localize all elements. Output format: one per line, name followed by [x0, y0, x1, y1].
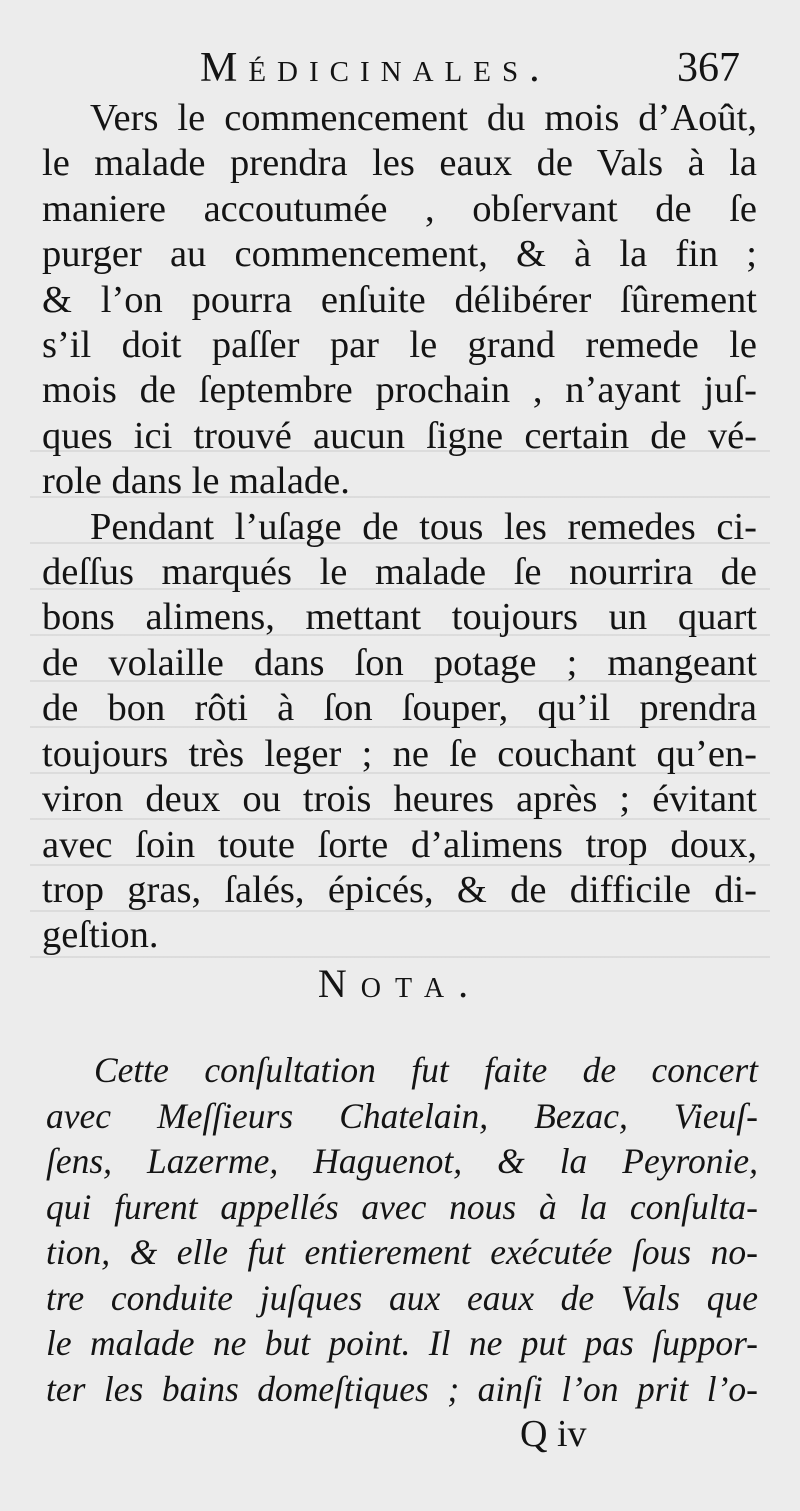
note-line: ſens, Lazerme, Haguenot, & la Peyronie,: [46, 1141, 758, 1181]
note-text-block: [46, 1048, 758, 1412]
signature-mark: Q iv: [520, 1413, 587, 1455]
text-line: s’il doit paſſer par le grand remede le: [42, 324, 757, 367]
text-line: le malade prendra les eaux de Vals à la: [42, 142, 757, 185]
text-line: de volaille dans ſon potage ; mangeant: [42, 641, 757, 684]
note-line: Cette conſultation fut faite de concert: [94, 1050, 758, 1090]
running-head: [200, 44, 740, 96]
text-line: maniere accoutumée , obſervant de ſe: [42, 187, 757, 230]
note-line: tre conduite juſques aux eaux de Vals que: [46, 1277, 758, 1318]
main-text-block: [42, 96, 757, 959]
note-heading: Nota.: [317, 961, 483, 1006]
text-line: viron deux ou trois heures après ; évitant: [42, 778, 757, 821]
running-title: Médicinales.: [200, 45, 551, 91]
note-line: tion, & elle fut entierement exécutée ſous no-: [46, 1232, 758, 1272]
text-line: Pendant l’uſage de tous les remedes ci-: [90, 505, 757, 548]
note-line: ter les bains domeſtiques ; ainſi l’on prit l’o-: [46, 1368, 758, 1409]
text-line: & l’on pourra enſuite délibérer ſûrement: [42, 278, 757, 321]
note-line: qui furent appellés avec nous à la conſulta-: [46, 1186, 758, 1227]
text-line: de bon rôti à ſon ſouper, qu’il prendra: [42, 687, 757, 730]
text-line: trop gras, ſalés, épicés, & de difficile di-: [42, 868, 757, 911]
text-line: bons alimens, mettant toujours un quart: [42, 596, 757, 639]
text-line: mois de ſeptembre prochain , n’ayant juſ-: [42, 369, 757, 412]
text-line: Vers le commencement du mois d’Août,: [90, 97, 757, 139]
note-line: le malade ne but point. Il ne put pas ſuppor-: [46, 1323, 758, 1363]
text-line: geſtion.: [42, 914, 159, 957]
text-line: ques ici trouvé aucun ſigne certain de vé-: [42, 414, 757, 457]
note-line: avec Meſſieurs Chatelain, Bezac, Vieuſ-: [46, 1095, 758, 1136]
text-line: toujours très leger ; ne ſe couchant qu’en-: [42, 732, 757, 775]
page-number: 367: [677, 45, 740, 91]
text-line: purger au commencement, & à la fin ;: [42, 233, 757, 276]
text-line: role dans le malade.: [42, 460, 350, 503]
text-line: avec ſoin toute ſorte d’alimens trop doux,: [42, 823, 757, 866]
text-line: deſſus marqués le malade ſe nourrira de: [42, 551, 757, 594]
